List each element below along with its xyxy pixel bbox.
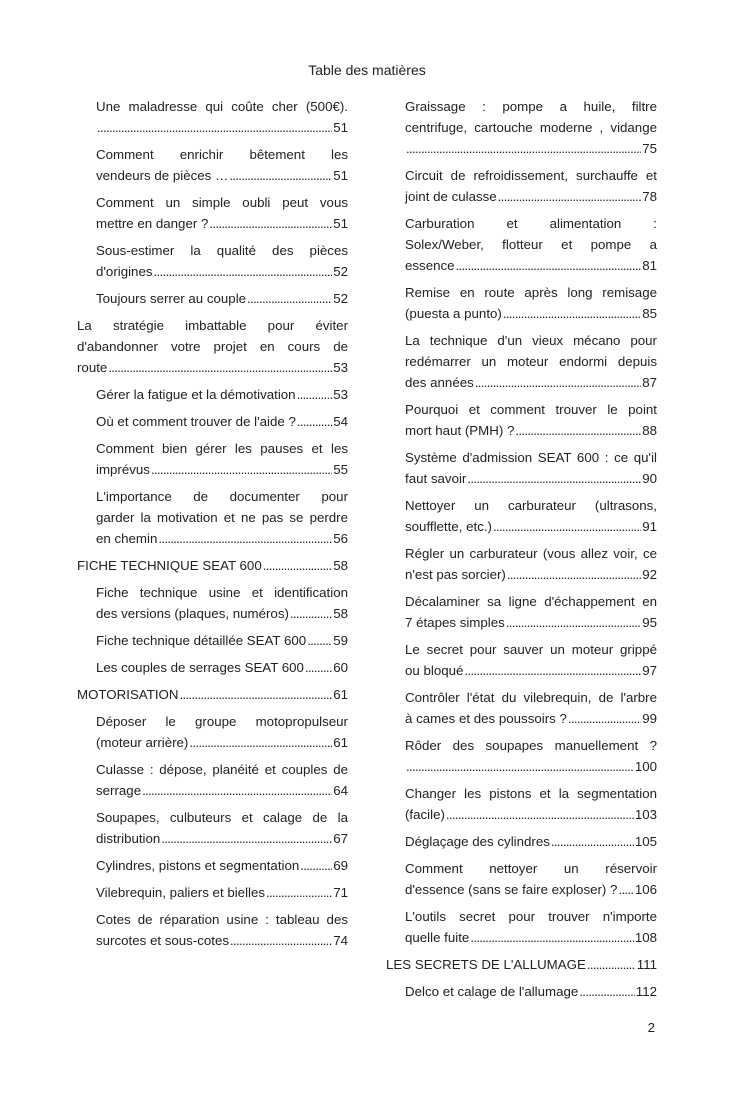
dot-leader [475,372,641,393]
dot-leader [297,411,332,432]
toc-entry[interactable] [77,630,348,651]
toc-page-number: 111 [636,957,657,972]
toc-entry[interactable] [386,213,657,276]
toc-entry-title: n'est pas sorcier) [405,567,506,582]
toc-entry[interactable] [386,687,657,729]
toc-entry-title-line: La technique d'un vieux mécano pour [405,333,657,348]
toc-page-number: 97 [642,663,657,678]
toc-entry-title: (moteur arrière) [96,735,189,750]
dot-leader [209,213,332,234]
toc-entry-title-line: Comment un simple oubli peut vous [96,195,348,210]
toc-entry-title: mettre en danger ? [96,216,209,231]
toc-entry-title: Déglaçage des cylindres [405,834,550,849]
toc-entry-title: MOTORISATION [77,687,179,702]
dot-leader [142,780,332,801]
toc-page-number: 81 [642,258,657,273]
toc-entry[interactable] [386,399,657,441]
toc-entry[interactable] [386,858,657,900]
toc-page-number: 87 [642,375,657,390]
toc-entry[interactable] [386,981,657,1002]
toc-entry-title-line: d'abandonner votre projet en cours de [77,339,348,354]
toc-page-number: 67 [333,831,348,846]
toc-entry-title: Cylindres, pistons et segmentation [96,858,300,873]
toc-entry-title: Les couples de serrages SEAT 600 [96,660,304,675]
dot-leader [406,756,634,777]
toc-entry[interactable] [386,906,657,948]
toc-entry[interactable] [77,240,348,282]
toc-page-number: 78 [642,189,657,204]
toc-entry-title-line: Comment nettoyer un réservoir [405,861,657,876]
toc-entry-title: quelle fuite [405,930,470,945]
toc-entry-title-line: L'outils secret pour trouver n'importe [405,909,657,924]
toc-entry-title-line: Système d'admission SEAT 600 : ce qu'il [405,450,657,465]
toc-page-number: 54 [333,414,348,429]
toc-entry-title: serrage [96,783,142,798]
toc-entry[interactable] [77,882,348,903]
toc-page-number: 90 [642,471,657,486]
dot-leader [515,420,641,441]
toc-page-number: 60 [333,660,348,675]
toc-entry-title-line: Circuit de refroidissement, surchauffe et [405,168,657,183]
toc-entry[interactable] [77,711,348,753]
toc-page-number: 61 [333,735,348,750]
toc-page-number: 56 [333,531,348,546]
toc-page-number: 95 [642,615,657,630]
toc-page-number: 61 [333,687,348,702]
toc-entry-title-line: Remise en route après long remisage [405,285,657,300]
toc-entry-title: (facile) [405,807,445,822]
toc-page-number: 74 [333,933,348,948]
toc-entry[interactable] [77,144,348,186]
dot-leader [307,630,332,651]
toc-entry-title-line: Graissage : pompe a huile, filtre [405,99,657,114]
toc-page-number: 100 [634,759,657,774]
toc-entry-title-line: Solex/Weber, flotteur et pompe a [405,237,657,252]
dot-leader [247,288,332,309]
toc-entry-title: mort haut (PMH) ? [405,423,515,438]
toc-entry[interactable] [77,486,348,549]
toc-entry-title: Où et comment trouver de l'aide ? [96,414,296,429]
toc-entry[interactable] [77,909,348,951]
toc-page-number: 55 [333,462,348,477]
toc-entry-title-line: Le secret pour sauver un moteur grippé [405,642,657,657]
dot-leader [161,828,332,849]
toc-entry-title-line: Nettoyer un carburateur (ultrasons, [405,498,657,513]
toc-entry-title-line: Cotes de réparation usine : tableau des [96,912,348,927]
toc-page-number: 51 [333,168,348,183]
toc-entry-title-line: Une maladresse qui coûte cher (500€). [96,99,348,114]
toc-entry-title-line: garder la motivation et ne pas se perdre [96,510,348,525]
toc-entry-title-line: redémarrer un moteur endormi depuis [405,354,657,369]
dot-leader [568,708,641,729]
dot-leader [290,603,332,624]
toc-page-number: 91 [642,519,657,534]
toc-entry-title: Fiche technique détaillée SEAT 600 [96,633,307,648]
toc-entry[interactable] [77,657,348,678]
toc-entry-title-line: Comment bien gérer les pauses et les [96,441,348,456]
toc-entry-title: des années [405,375,474,390]
toc-page-number: 85 [642,306,657,321]
dot-leader [179,684,332,705]
dot-leader [506,612,641,633]
toc-entry[interactable] [77,384,348,405]
toc-entry-title: en chemin [96,531,158,546]
toc-entry-title: des versions (plaques, numéros) [96,606,289,621]
toc-entry[interactable] [386,783,657,825]
toc-page-number: 108 [634,930,657,945]
toc-entry-title: LES SECRETS DE L'ALLUMAGE [386,957,586,972]
toc-entry-title: Vilebrequin, paliers et bielles [96,885,266,900]
toc-entry[interactable] [77,438,348,480]
toc-entry-title-line: centrifuge, cartouche moderne , vidange [405,120,657,135]
toc-entry-title: ou bloqué [405,663,464,678]
toc-entry[interactable] [77,411,348,432]
toc-entry[interactable] [77,807,348,849]
toc-page-number: 88 [642,423,657,438]
toc-chapter[interactable] [386,954,657,975]
toc-entry-title: joint de culasse [405,189,497,204]
dot-leader [551,831,634,852]
toc-entry-title: Delco et calage de l'allumage [405,984,579,999]
toc-entry-title: 7 étapes simples [405,615,505,630]
dot-leader [158,528,332,549]
dot-leader [446,804,634,825]
toc-page-number: 53 [333,387,348,402]
toc-entry[interactable] [77,582,348,624]
toc-entry-title-line: L'importance de documenter pour [96,489,348,504]
dot-leader [300,855,332,876]
toc-entry-title: à cames et des poussoirs ? [405,711,567,726]
toc-column-left [77,96,348,957]
toc-page-number: 52 [333,264,348,279]
toc-entry-title: d'origines [96,264,153,279]
toc-entry-title-line: Fiche technique usine et identification [96,585,348,600]
toc-entry[interactable] [386,831,657,852]
toc-entry-title-line: Comment enrichir bêtement les [96,147,348,162]
dot-leader [189,732,332,753]
dot-leader [229,165,332,186]
toc-page-number: 92 [642,567,657,582]
toc-entry-title: surcotes et sous-cotes [96,933,230,948]
toc-entry-title: imprévus [96,462,150,477]
toc-page-number: 58 [333,558,348,573]
dot-leader [470,927,633,948]
dot-leader [263,555,332,576]
toc-entry-title-line: Contrôler l'état du vilebrequin, de l'arbre [405,690,657,705]
toc-entry-title: soufflette, etc.) [405,519,492,534]
toc-entry[interactable] [77,96,348,138]
toc-entry-title-line: Carburation et alimentation : [405,216,657,231]
dot-leader [618,879,633,900]
toc-entry[interactable] [386,591,657,633]
toc-entry-title-line: Régler un carburateur (vous allez voir, ce [405,546,657,561]
toc-entry-title: FICHE TECHNIQUE SEAT 600 [77,558,262,573]
dot-leader [266,882,332,903]
toc-entry-title: distribution [96,831,161,846]
page-number: 2 [647,1020,655,1035]
toc-entry-title-line: Décalaminer sa ligne d'échappement en [405,594,657,609]
toc-entry-title: Gérer la fatigue et la démotivation [96,387,296,402]
toc-entry[interactable] [386,96,657,159]
dot-leader [297,384,333,405]
toc-entry-title: d'essence (sans se faire exploser) ? [405,882,618,897]
toc-entry[interactable] [77,855,348,876]
toc-entry[interactable] [77,759,348,801]
toc-page-number: 53 [333,360,348,375]
dot-leader [154,261,333,282]
toc-entry[interactable] [386,495,657,537]
toc-page-number: 64 [333,783,348,798]
toc-chapter[interactable] [77,315,348,378]
dot-leader [406,138,641,159]
toc-page-number: 99 [642,711,657,726]
dot-leader [493,516,641,537]
dot-leader [507,564,641,585]
toc-entry-title: faut savoir [405,471,467,486]
dot-leader [587,954,636,975]
page-title: Table des matières [308,62,426,78]
dot-leader [503,303,641,324]
toc-entry[interactable] [77,192,348,234]
toc-entry-title-line: Déposer le groupe motopropulseur [96,714,348,729]
dot-leader [108,357,332,378]
dot-leader [464,660,641,681]
toc-entry-title: essence [405,258,455,273]
dot-leader [467,468,641,489]
dot-leader [151,459,332,480]
toc-entry[interactable] [386,330,657,393]
toc-entry-title-line: Soupapes, culbuteurs et calage de la [96,810,348,825]
toc-page-number: 59 [333,633,348,648]
dot-leader [498,186,642,207]
toc-page-number: 71 [333,885,348,900]
dot-leader [230,930,332,951]
toc-page-number: 105 [634,834,657,849]
dot-leader [305,657,332,678]
toc-page-number: 51 [333,120,348,135]
toc-entry-title: route [77,360,108,375]
toc-entry-title: (puesta a punto) [405,306,502,321]
toc-column-right [386,96,657,1008]
toc-page-number: 58 [333,606,348,621]
toc-entry[interactable] [386,639,657,681]
toc-entry-title: Toujours serrer au couple [96,291,247,306]
toc-page-number: 75 [642,141,657,156]
dot-leader [97,117,332,138]
toc-entry-title-line: Culasse : dépose, planéité et couples de [96,762,348,777]
toc-entry[interactable] [386,735,657,777]
toc-page-number: 69 [333,858,348,873]
toc-entry-title-line: La stratégie imbattable pour éviter [77,318,348,333]
toc-entry-title-line: Sous-estimer la qualité des pièces [96,243,348,258]
toc-entry[interactable] [386,165,657,207]
dot-leader [456,255,642,276]
toc-entry[interactable] [386,543,657,585]
toc-page-number: 103 [634,807,657,822]
toc-entry[interactable] [386,447,657,489]
toc-chapter[interactable] [77,684,348,705]
toc-entry-title: vendeurs de pièces … [96,168,229,183]
dot-leader [579,981,635,1002]
toc-entry-title-line: Rôder des soupapes manuellement ? [405,738,657,753]
toc-entry[interactable] [77,288,348,309]
toc-chapter[interactable] [77,555,348,576]
toc-entry-title-line: Changer les pistons et la segmentation [405,786,657,801]
toc-entry-title-line: Pourquoi et comment trouver le point [405,402,657,417]
toc-page-number: 51 [333,216,348,231]
toc-entry[interactable] [386,282,657,324]
toc-page-number: 52 [333,291,348,306]
toc-page-number: 112 [635,984,657,999]
toc-page-number: 106 [634,882,657,897]
